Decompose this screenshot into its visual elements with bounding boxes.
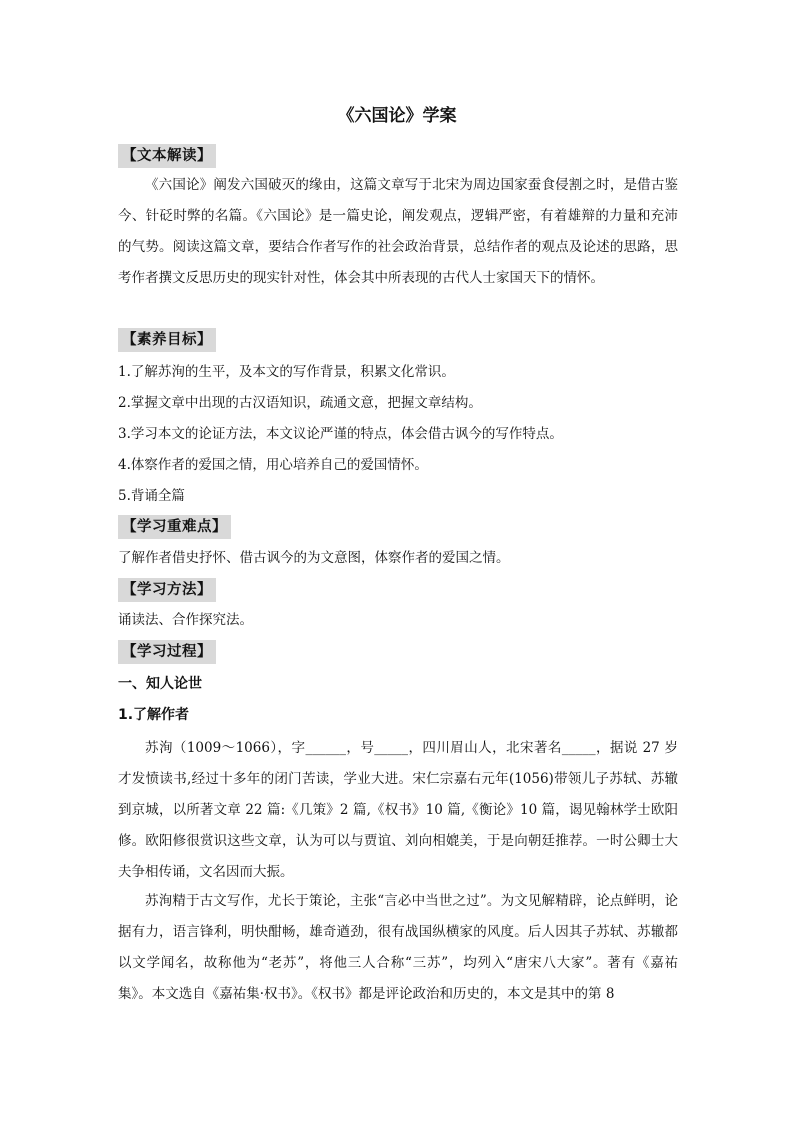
goal-item-1: 1.了解苏洵的生平，及本文的写作背景，积累文化常识。 bbox=[118, 364, 455, 380]
methods-text: 诵读法、合作探究法。 bbox=[118, 612, 253, 628]
section-label-key-points: 【学习重难点】 bbox=[118, 515, 231, 539]
section-label-goals: 【素养目标】 bbox=[118, 328, 216, 352]
goal-item-5: 5.背诵全篇 bbox=[118, 488, 185, 504]
goal-item-3: 3.学习本文的论证方法，本文议论严谨的特点，体会借古讽今的写作特点。 bbox=[118, 426, 563, 442]
goal-item-4: 4.体察作者的爱国之情，用心培养自己的爱国情怀。 bbox=[118, 457, 428, 473]
section-label-text-reading: 【文本解读】 bbox=[118, 144, 216, 168]
author-paragraph-2: 苏洵精于古文写作，尤长于策论，主张“言必中当世之过”。为文见解精辟，论点鲜明，论据有力，语言锋利，明快酣畅，雄奇遒劲，很有战国纵横家的风度。后人因其子苏轼、苏辙都以文学闻名，故称他为“老苏”，将他三人合称“三苏”，均列入“唐宋八大家”。著有《嘉祐集》。本文选自《嘉祐集·权书》。《权书》都是评论政治和历史的，本文是其中的第 8 bbox=[118, 893, 678, 1002]
section-label-process: 【学习过程】 bbox=[118, 640, 216, 664]
part-heading-know-the-author: 一、知人论世 bbox=[118, 676, 202, 692]
subheading-understand-author: 1.了解作者 bbox=[118, 707, 190, 723]
text-reading-paragraph: 《六国论》阐发六国破灭的缘由，这篇文章写于北宋为周边国家蚕食侵割之时，是借古鉴今、针砭时弊的名篇。《六国论》是一篇史论，阐发观点，逻辑严密，有着雄辩的力量和充沛的气势。阅读这篇文章，要结合作者写作的社会政治背景，总结作者的观点及论述的思路，思考作者撰文反思历史的现实针对性，体会其中所表现的古代人士家国天下的情怀。 bbox=[118, 177, 678, 286]
author-paragraph-1: 苏洵（1009～1066），字______，号_____，四川眉山人，北宋著名_____，据说 27 岁才发愤读书,经过十多年的闭门苦读，学业大进。宋仁宗嘉右元年(1056)带领儿子苏轼、苏辙到京城，以所著文章 22 篇:《几策》2 篇,《权书》10 篇,《衡论》10 篇，谒见翰林学士欧阳修。欧阳修很赏识这些文章，认为可以与贾谊、刘向相媲美，于是向朝廷推荐。一时公卿士大夫争相传诵，文名因而大振。 bbox=[118, 740, 678, 880]
key-points-text: 了解作者借史抒怀、借古讽今的为文意图，体察作者的爱国之情。 bbox=[118, 550, 510, 566]
goal-item-2: 2.掌握文章中出现的古汉语知识，疏通文意，把握文章结构。 bbox=[118, 395, 482, 411]
document-title: 《六国论》学案 bbox=[337, 106, 457, 126]
section-label-methods: 【学习方法】 bbox=[118, 578, 216, 602]
